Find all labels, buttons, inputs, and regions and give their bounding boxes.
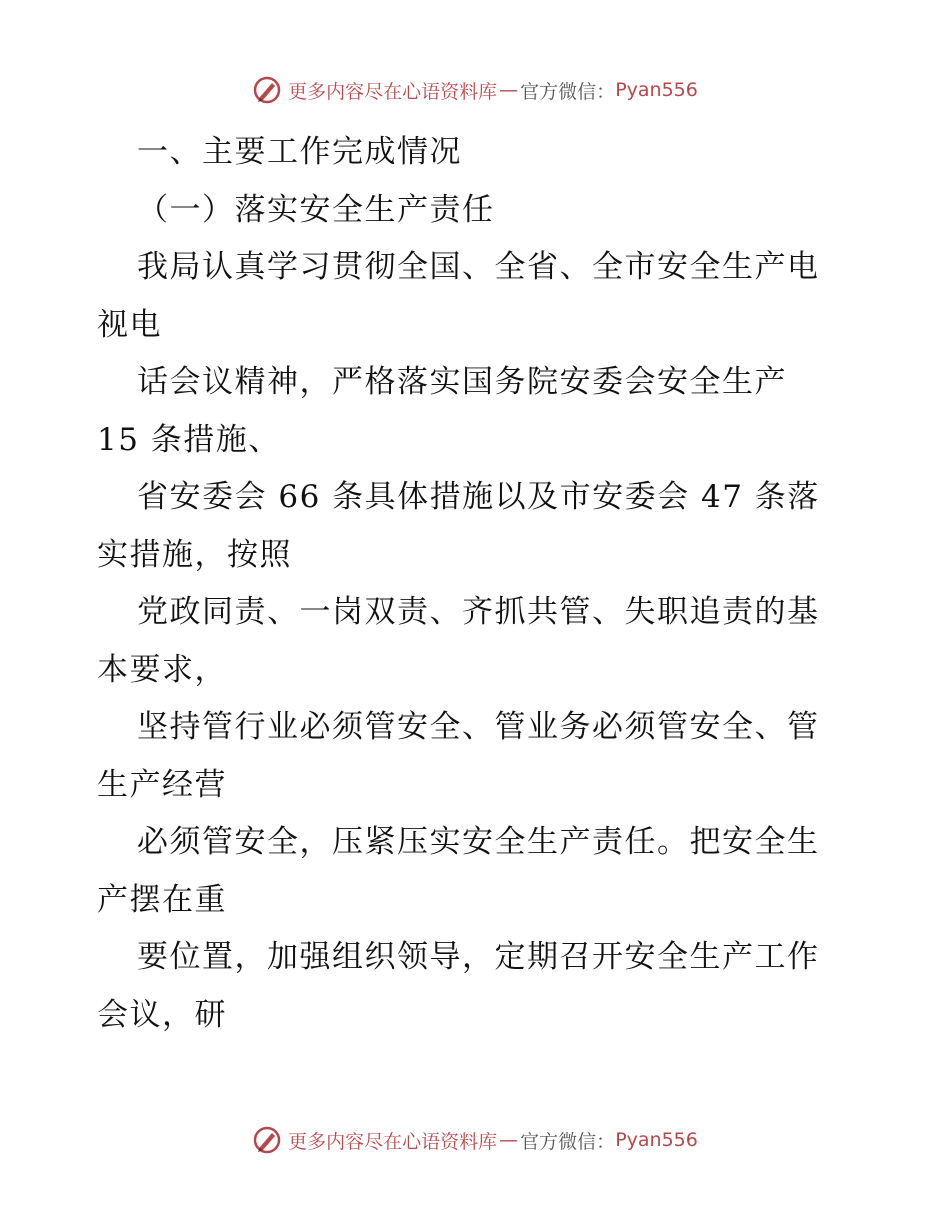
section-heading: 一、主要工作完成情况	[137, 134, 462, 170]
paragraph-line: 党政同责、一岗双责、齐抓共管、失职追责的基	[137, 594, 820, 630]
paragraph-line: 产摆在重	[97, 881, 227, 918]
banner-text: 更多内容尽在心语资料库	[288, 80, 498, 103]
paragraph-line: 实措施，按照	[97, 536, 292, 573]
paragraph-line: 要位置，加强组织领导，定期召开安全生产工作	[137, 939, 820, 975]
paragraph-line: 坚持管行业必须管安全、管业务必须管安全、管	[137, 709, 820, 745]
banner-dash: —	[499, 1129, 519, 1151]
paragraph-line: 本要求，	[97, 651, 227, 688]
banner-dash: —	[499, 79, 519, 101]
document-body	[97, 124, 857, 1044]
header-watermark-banner	[0, 70, 950, 110]
footer-watermark-banner	[0, 1120, 950, 1160]
banner-wechat-id: Pyan556	[615, 1129, 698, 1151]
subsection-heading: （一）落实安全生产责任	[137, 191, 495, 228]
pen-logo-icon	[252, 75, 282, 105]
paragraph-line: 15 条措施、	[97, 421, 281, 458]
paragraph-line: 视电	[97, 306, 162, 343]
pen-logo-icon	[252, 1125, 282, 1155]
banner-wechat-id: Pyan556	[615, 79, 698, 101]
paragraph-line: 生产经营	[97, 766, 227, 803]
paragraph-line: 省安委会 66 条具体措施以及市安委会 47 条落	[137, 479, 820, 515]
paragraph-line: 话会议精神，严格落实国务院安委会安全生产	[137, 364, 787, 400]
banner-text: 更多内容尽在心语资料库	[288, 1130, 498, 1153]
banner-wechat-label: 官方微信：	[520, 80, 616, 103]
banner-wechat-label: 官方微信：	[520, 1130, 616, 1153]
paragraph-line: 会议，研	[97, 996, 227, 1033]
paragraph-line: 必须管安全，压紧压实安全生产责任。把安全生	[137, 824, 820, 860]
paragraph-line: 我局认真学习贯彻全国、全省、全市安全生产电	[137, 249, 820, 285]
